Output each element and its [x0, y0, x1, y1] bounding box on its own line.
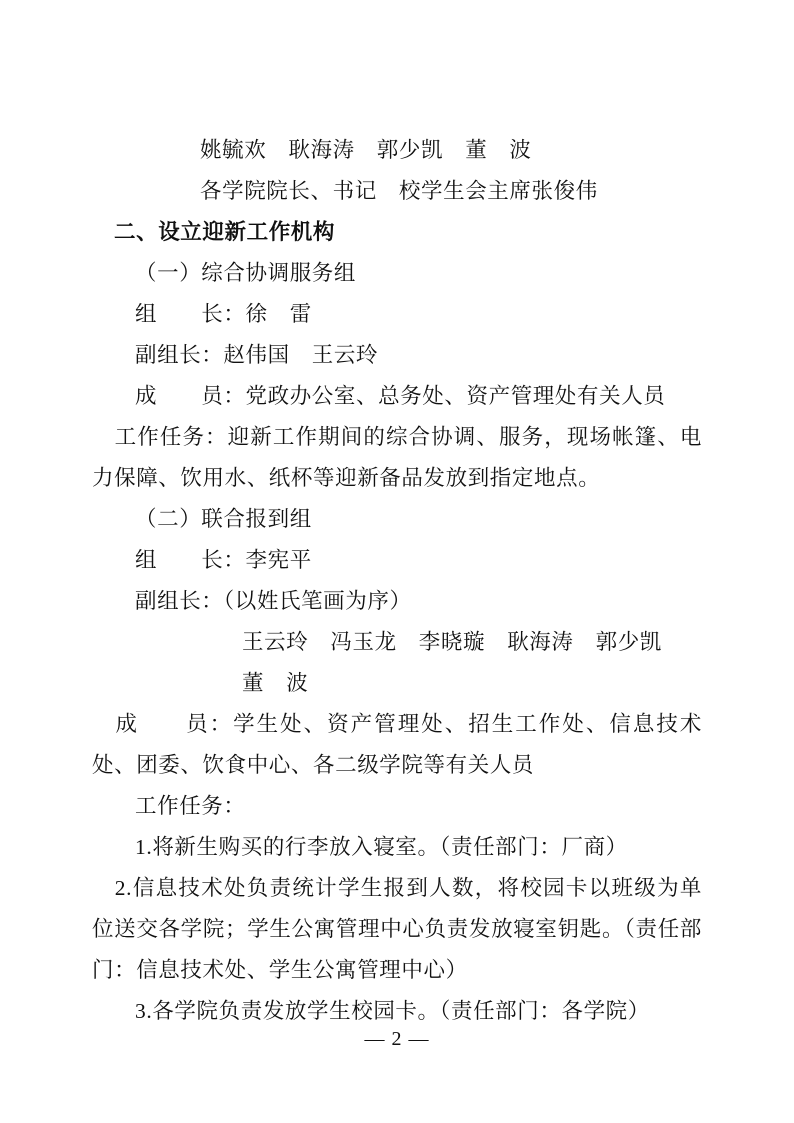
- deputy-leader-names-1: 王云玲 冯玉龙 李晓璇 耿海涛 郭少凯: [242, 630, 662, 654]
- task-item-1: 1.将新生购买的行李放入寝室。（责任部门：厂商）: [135, 835, 628, 859]
- task-item-3: 3.各学院负责发放学生校园卡。（责任部门：各学院）: [135, 999, 650, 1023]
- task-heading-2: 工作任务：: [135, 794, 246, 818]
- paragraph-name-list-2: 各学院院长、书记 校学生会主席张俊伟: [200, 179, 598, 203]
- deputy-leader-names-2: 董 波: [242, 671, 309, 695]
- deputy-leader-line-1: 副组长：赵伟国 王云玲: [135, 343, 379, 367]
- task-item-2: 2.信息技术处负责统计学生报到人数，将校园卡以班级为单位送交各学院；学生公寓管理中心负责发放寝室钥匙。（责任部门：信息技术处、学生公寓管理中心）: [92, 876, 702, 982]
- document-body: [92, 130, 702, 1032]
- page-footer: [0, 1028, 794, 1051]
- page-number: — 2 —: [364, 1028, 430, 1050]
- subsection-heading-one: （一）综合协调服务组: [135, 261, 357, 285]
- deputy-leader-line-2: 副组长：（以姓氏笔画为序）: [135, 589, 412, 613]
- members-line-1: 成 员：党政办公室、总务处、资产管理处有关人员: [135, 384, 666, 408]
- paragraph-name-list-1: 姚毓欢 耿海涛 郭少凯 董 波: [200, 138, 532, 162]
- subsection-heading-two: （二）联合报到组: [135, 507, 312, 531]
- members-line-2: 成 员：学生处、资产管理处、招生工作处、信息技术处、团委、饮食中心、各二级学院等有关人员: [92, 712, 702, 777]
- task-description-1: 工作任务：迎新工作期间的综合协调、服务，现场帐篷、电力保障、饮用水、纸杯等迎新备品发放到指定地点。: [92, 425, 702, 490]
- group-leader-line-1: 组 长：徐 雷: [135, 302, 312, 326]
- group-leader-line-2: 组 长：李宪平: [135, 548, 312, 572]
- section-heading-two: 二、设立迎新工作机构: [114, 220, 336, 244]
